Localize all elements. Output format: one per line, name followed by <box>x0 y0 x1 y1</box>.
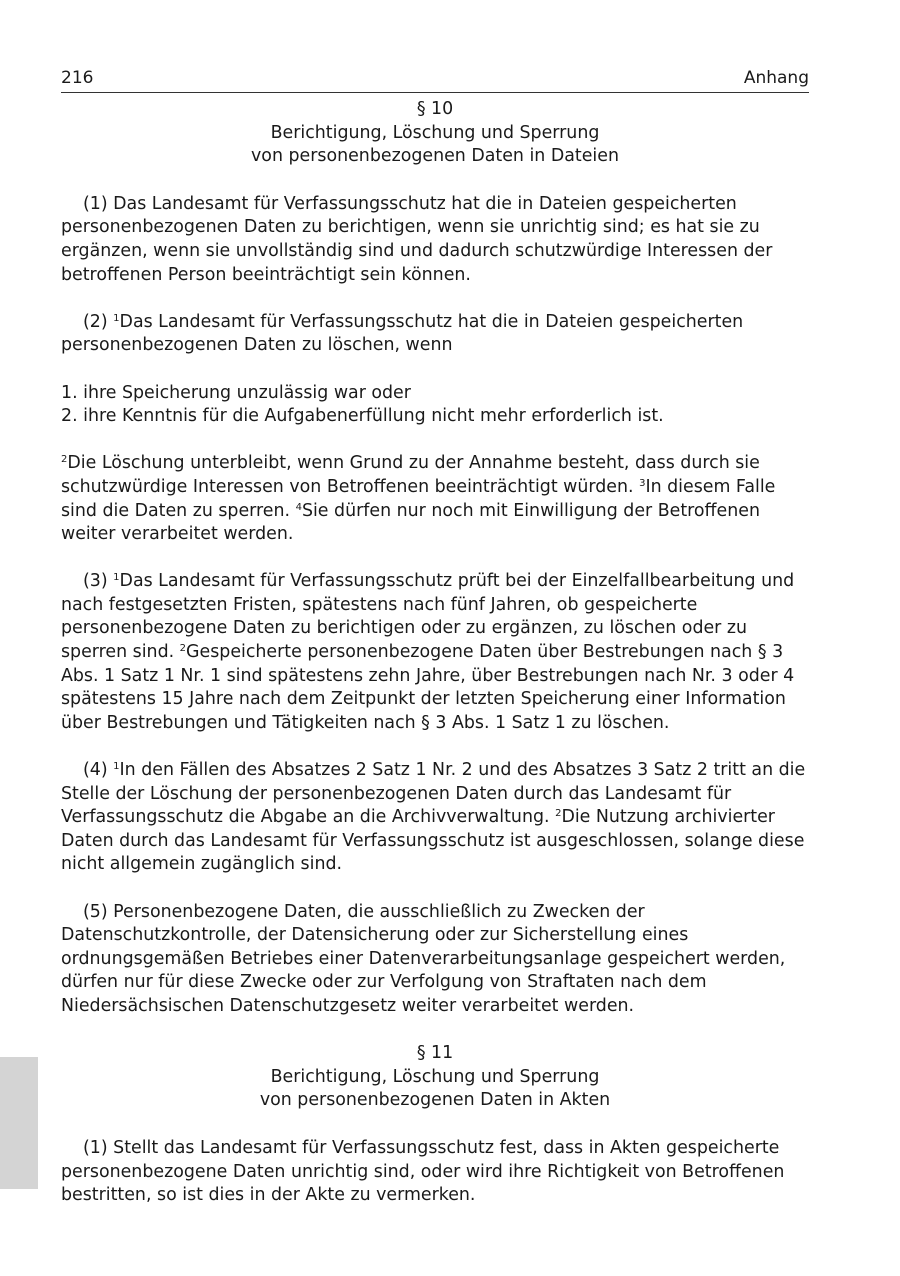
sentence: In den Fällen des Absatzes 2 Satz 1 Nr. 2 und des Absatzes 3 Satz 2 tritt an die Stelle der Löschung der personenbezogenen Daten durch das Landesamt für Verfassungsschutz die Abgabe an die Archivverwaltung. <box>61 760 806 828</box>
paragraph-2 <box>61 311 809 358</box>
section-title-line-2: von personenbezogenen Daten in Dateien <box>251 146 619 167</box>
list-item: 1. ihre Speicherung unzulässig war oder <box>61 382 411 403</box>
section-number: § 11 <box>416 1043 454 1064</box>
sentence: Gespeicherte personenbezogene Daten über Bestrebungen nach § 3 Abs. 1 Satz 1 Nr. 1 sind spätestens zehn Jahre, über Bestrebungen nach Nr. 3 oder 4 spätestens 15 Jahre nach dem Zeitpunkt der letzten Speicherung einer Information über Bestrebungen und Tätigkeiten nach § 3 Abs. 1 Satz 1 zu löschen. <box>61 642 795 733</box>
page-body <box>61 98 809 1208</box>
paragraph-3 <box>61 570 809 735</box>
paragraph-label: (2) <box>83 311 114 332</box>
paragraph-label: (4) <box>83 760 114 781</box>
sentence: In diesem Falle sind die Daten zu sperren. <box>61 476 776 521</box>
sentence: Die Nutzung archivierter Daten durch das Landesamt für Verfassungsschutz ist ausgeschlossen, solange diese nicht allgemein zugänglich sind. <box>61 807 805 875</box>
paragraph-5: (5) Personenbezogene Daten, die ausschließlich zu Zwecken der Datenschutzkontrolle, der Datensicherung oder zur Sicherstellung eines ordnungsgemäßen Betriebes einer Datenverarbeitungsanlage gespeichert werden, dürfen nur für diese Zwecke oder zur Verfolgung von Straftaten nach dem Niedersächsischen Datenschutzgesetz weiter verarbeitet werden. <box>61 901 786 1016</box>
sentence-number: 3 <box>639 477 646 489</box>
section-title-line-2: von personenbezogenen Daten in Akten <box>259 1090 611 1111</box>
running-head: Anhang <box>743 68 809 88</box>
section-title-line-1: Berichtigung, Löschung und Sperrung <box>270 1066 600 1087</box>
sentence: Sie dürfen nur noch mit Einwilligung der Betroffenen weiter verarbeitet werden. <box>61 500 760 545</box>
paragraph-2-continued <box>61 452 809 546</box>
sentence-number: 1 <box>113 572 120 584</box>
section-10-heading <box>61 98 809 169</box>
sentence-number: 4 <box>295 501 302 513</box>
sentence: Das Landesamt für Verfassungsschutz prüft bei der Einzelfallbearbeitung und nach festgesetzten Fristen, spätestens nach fünf Jahren, ob gespeicherte personenbezogene Daten zu berichtigen oder zu ergänzen, zu löschen oder zu sperren sind. <box>61 571 795 663</box>
sentence: Die Löschung unterbleibt, wenn Grund zu der Annahme besteht, dass durch sie schutzwürdige Interessen von Betroffenen beeinträchtigt würden. <box>61 453 760 497</box>
page-number: 216 <box>61 68 94 88</box>
sentence-number: 2 <box>555 808 562 820</box>
section-11-heading <box>61 1042 809 1113</box>
sentence-number: 1 <box>113 312 120 324</box>
sentence-number: 2 <box>61 454 68 466</box>
section-title-line-1: Berichtigung, Löschung und Sperrung <box>270 122 600 143</box>
sentence: Das Landesamt für Verfassungsschutz hat die in Dateien gespeicherten personenbezogenen Daten zu löschen, wenn <box>61 311 744 356</box>
paragraph-label: (3) <box>83 571 114 592</box>
chapter-thumb-tab <box>0 1057 38 1189</box>
deletion-conditions-list <box>61 382 809 429</box>
list-item: 2. ihre Kenntnis für die Aufgabenerfüllung nicht mehr erforderlich ist. <box>61 406 664 427</box>
paragraph-4 <box>61 759 809 877</box>
sentence-number: 2 <box>179 643 187 655</box>
sentence-number: 1 <box>113 761 120 773</box>
section-number: § 10 <box>416 99 454 119</box>
section-11-paragraph-1: (1) Stellt das Landesamt für Verfassungsschutz fest, dass in Akten gespeicherte personenbezogene Daten unrichtig sind, oder wird ihre Richtigkeit von Betroffenen bestritten, so ist dies in der Akte zu vermerken. <box>61 1137 785 1206</box>
page-header <box>61 64 809 93</box>
paragraph-1: (1) Das Landesamt für Verfassungsschutz hat die in Dateien gespeicherten personenbezogenen Daten zu berichtigen, wenn sie unrichtig sind; es hat sie zu ergänzen, wenn sie unvollständig sind und dadurch schutzwürdige Interessen der betroffenen Person beeinträchtigt sein können. <box>61 193 773 285</box>
